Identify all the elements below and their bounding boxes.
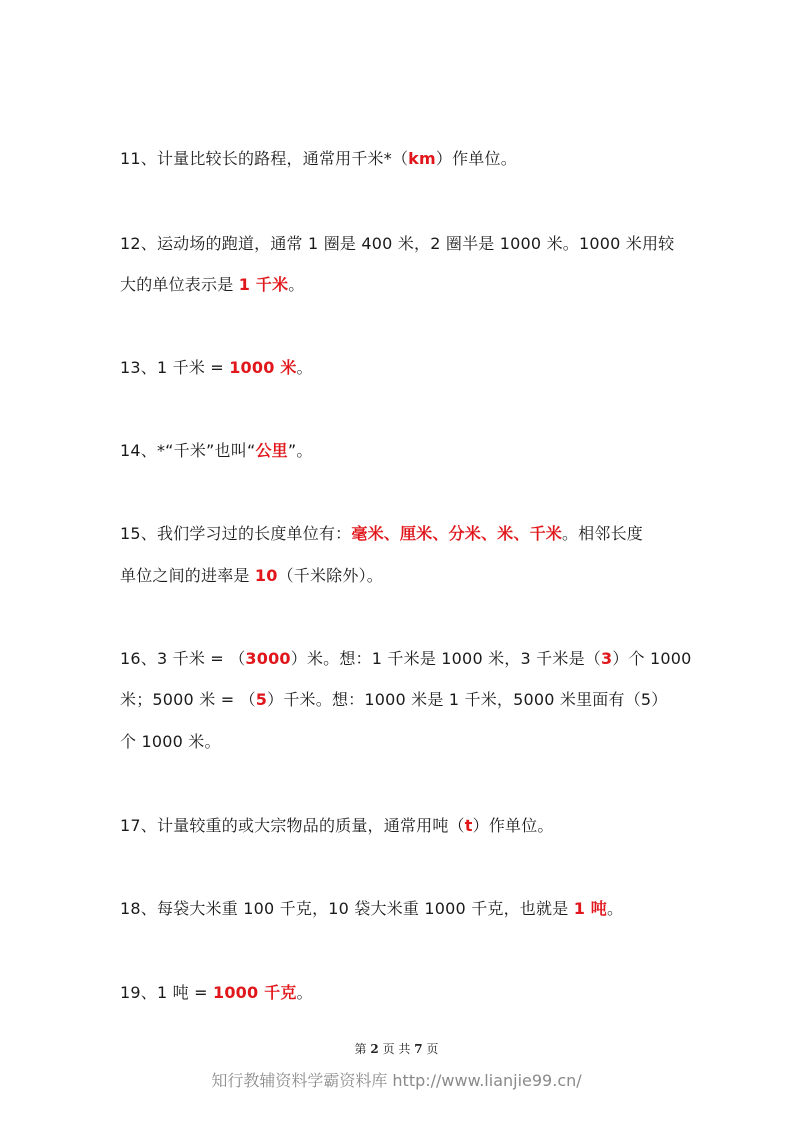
page-number: [0, 1040, 793, 1057]
question-text: 米；5000 米 = （: [120, 690, 256, 709]
question-text: 12、运动场的跑道，通常 1 圈是 400 米，2 圈半是 1000 米。1000 米用较: [120, 234, 675, 253]
question-11-line-1: [120, 148, 690, 170]
question-16-line-1: [120, 648, 690, 670]
question-text: 大的单位表示是: [120, 275, 239, 294]
question-text: 16、3 千米 = （: [120, 649, 246, 668]
question-17-line-1: [120, 815, 690, 837]
question-text: ）作单位。: [472, 816, 554, 835]
question-text: 。: [607, 899, 624, 918]
question-13-line-1: [120, 357, 690, 379]
answer-text: km: [408, 149, 436, 168]
answer-text: 公里: [255, 441, 288, 460]
answer-text: 3: [600, 649, 613, 668]
question-text: 15、我们学习过的长度单位有：: [120, 524, 352, 543]
question-text: ）作单位。: [435, 149, 517, 168]
question-text: 14、*“千米”也叫“: [120, 441, 256, 460]
question-text: ）千米。想：1000 米是 1 千米，5000 米里面有（5）: [267, 690, 668, 709]
page-prefix: 第: [354, 1042, 367, 1056]
question-15-line-2: [120, 565, 690, 587]
question-16-line-3: [120, 731, 690, 753]
question-12-line-2: [120, 274, 690, 296]
question-text: 。: [288, 275, 305, 294]
question-text: 19、1 吨 =: [120, 983, 214, 1002]
question-text: 13、1 千米 =: [120, 358, 230, 377]
answer-text: 1000 米: [229, 358, 297, 377]
page-suffix: 页: [426, 1042, 439, 1056]
question-text: ）米。想：1 千米是 1000 米，3 千米是（: [290, 649, 601, 668]
answer-text: 5: [255, 690, 268, 709]
question-19-line-1: [120, 982, 690, 1004]
answer-text: 10: [254, 566, 278, 585]
answer-text: 1 千米: [238, 275, 289, 294]
question-text: 。: [296, 983, 313, 1002]
question-12-line-1: [120, 233, 690, 255]
question-text: 个 1000 米。: [120, 732, 221, 751]
question-text: 单位之间的进率是: [120, 566, 255, 585]
question-18-line-1: [120, 898, 690, 920]
current-page: 2: [370, 1042, 379, 1056]
answer-text: 毫米、厘米、分米、米、千米: [351, 524, 562, 543]
answer-text: t: [464, 816, 473, 835]
question-16-line-2: [120, 689, 690, 711]
watermark-link[interactable]: 知行教辅资料学霸资料库 http://www.lianjie99.cn/: [211, 1071, 582, 1090]
total-pages: 7: [414, 1042, 423, 1056]
answer-text: 3000: [245, 649, 291, 668]
answer-text: 1000 千克: [213, 983, 297, 1002]
question-text: （千米除外）。: [277, 566, 383, 585]
question-text: 11、计量比较长的路程，通常用千米*（: [120, 149, 409, 168]
question-text: 。: [296, 358, 313, 377]
question-text: 18、每袋大米重 100 千克，10 袋大米重 1000 千克，也就是: [120, 899, 574, 918]
question-15-line-1: [120, 523, 690, 545]
answer-text: 1 吨: [573, 899, 608, 918]
page-middle: 页 共: [382, 1042, 411, 1056]
question-text: ”。: [287, 441, 313, 460]
question-text: ）个 1000: [612, 649, 692, 668]
question-text: 17、计量较重的或大宗物品的质量，通常用吨（: [120, 816, 465, 835]
question-14-line-1: [120, 440, 690, 462]
question-text: 。相邻长度: [561, 524, 643, 543]
